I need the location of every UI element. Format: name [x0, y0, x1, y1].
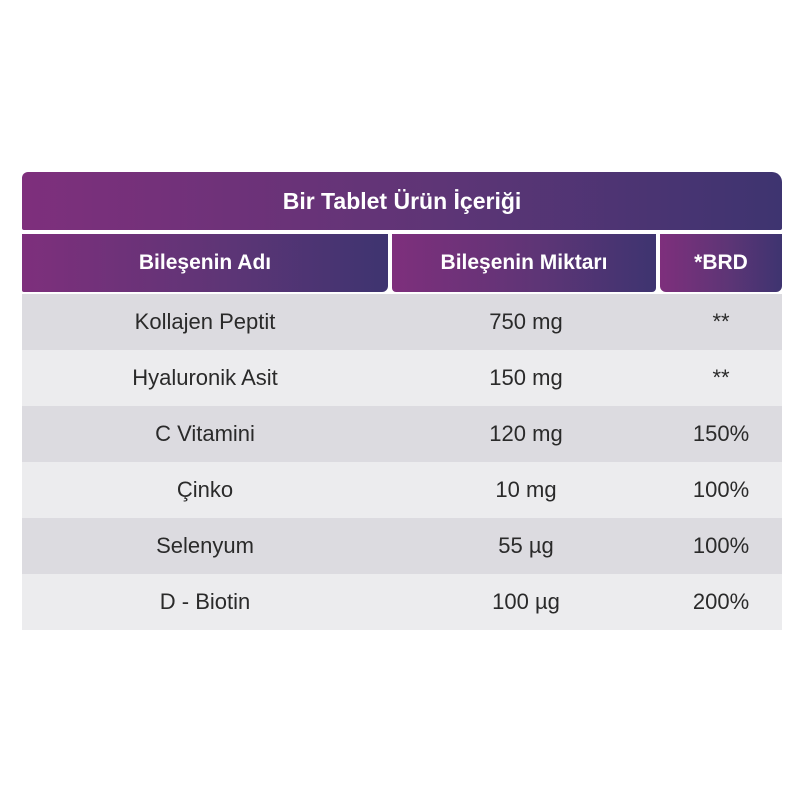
- cell-name: Hyaluronik Asit: [132, 365, 278, 390]
- cell-brd: **: [712, 365, 730, 390]
- cell-brd: 200%: [692, 589, 750, 614]
- cell-name: Kollajen Peptit: [134, 309, 276, 334]
- cell-brd: 100%: [692, 533, 750, 558]
- table-row: [22, 350, 782, 406]
- cell-name: Selenyum: [156, 533, 254, 558]
- cell-amount: 10 mg: [495, 477, 557, 502]
- cell-amount: 120 mg: [489, 421, 563, 446]
- cell-brd: 100%: [692, 477, 750, 502]
- cell-brd: 150%: [692, 421, 750, 446]
- table-row: [22, 518, 782, 574]
- table-row: [22, 406, 782, 462]
- table-row: [22, 294, 782, 350]
- table-title: Bir Tablet Ürün İçeriği: [22, 172, 782, 230]
- cell-amount: 150 mg: [489, 365, 563, 390]
- cell-name: D - Biotin: [159, 589, 251, 614]
- cell-name: C Vitamini: [155, 421, 255, 446]
- cell-amount: 55 µg: [498, 533, 554, 558]
- header-component-amount: Bileşenin Miktarı: [392, 234, 656, 292]
- table-row: [22, 574, 782, 630]
- cell-amount: 750 mg: [489, 309, 563, 334]
- cell-brd: **: [712, 309, 730, 334]
- header-brd: *BRD: [660, 234, 782, 292]
- cell-name: Çinko: [176, 477, 234, 502]
- header-component-name: Bileşenin Adı: [22, 234, 388, 292]
- cell-amount: 100 µg: [492, 589, 560, 614]
- table-row: [22, 462, 782, 518]
